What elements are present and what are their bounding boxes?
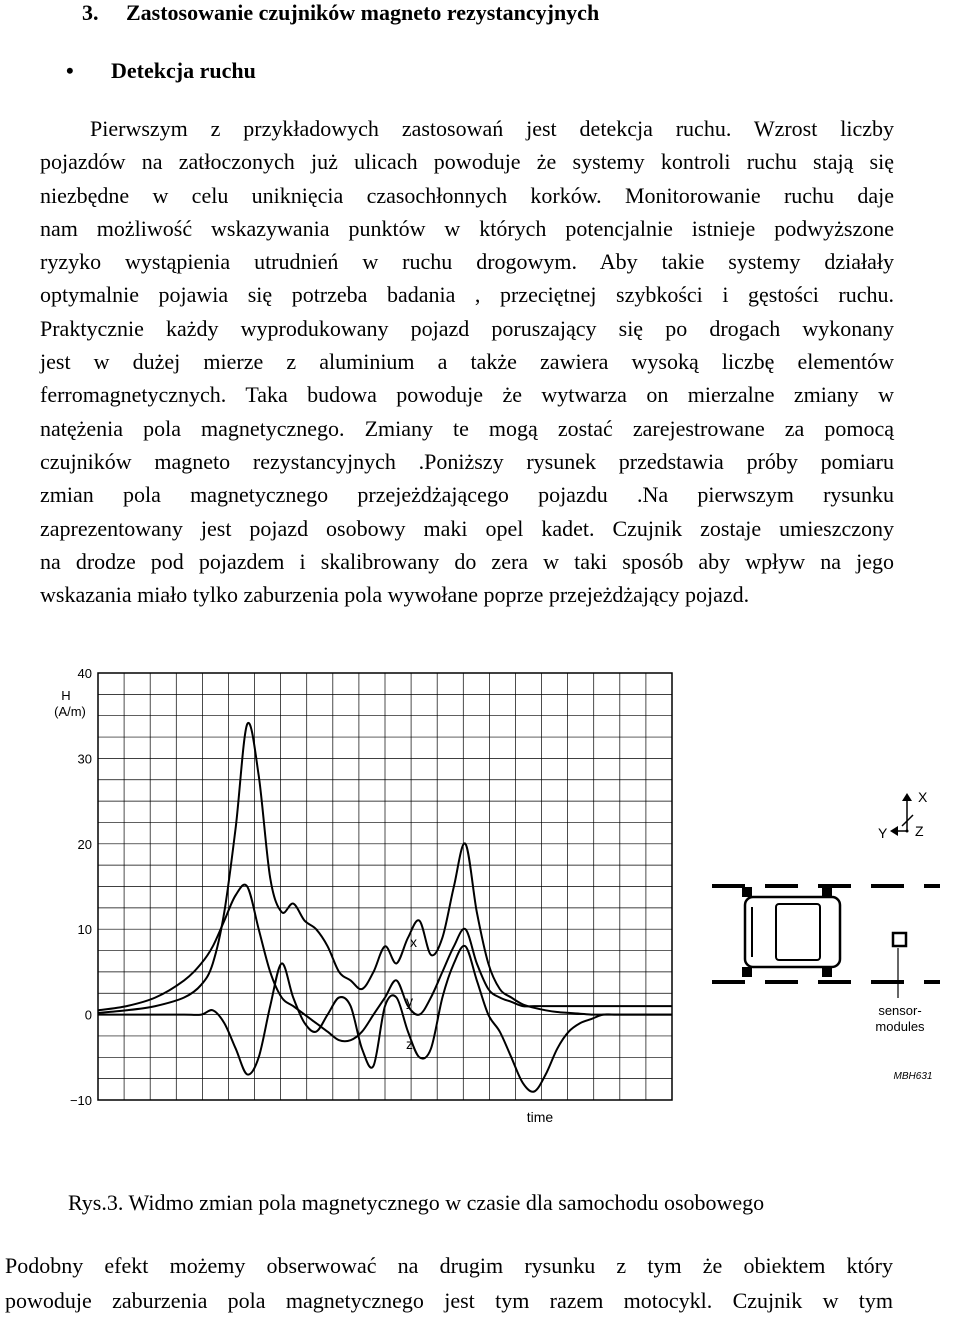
paragraph-line: zmian pola magnetycznego przejeżdżającego pojazdu .Na pierwszym rysunku bbox=[40, 482, 894, 508]
paragraph-line: niezbędne w celu uniknięcia czasochłonnych korków. Monitorowanie ruchu daje bbox=[40, 182, 894, 208]
magnetic-field-figure bbox=[40, 655, 940, 1130]
paragraph-line: powoduje zaburzenia pola magnetycznego jest tym razem motocykl. Czujnik w tym bbox=[5, 1288, 893, 1313]
sensor-label: sensor- bbox=[878, 1003, 922, 1018]
bullet-icon: • bbox=[66, 58, 74, 83]
curve-label-z: z bbox=[406, 1036, 413, 1052]
y-tick-label: 0 bbox=[84, 1007, 92, 1023]
section-title: Zastosowanie czujników magneto rezystancyjnych bbox=[126, 0, 600, 25]
figure-caption: Rys.3. Widmo zmian pola magnetycznego w czasie dla samochodu osobowego bbox=[68, 1190, 765, 1215]
paragraph-line: Pierwszym z przykładowych zastosowań jest detekcja ruchu. Wzrost liczby bbox=[90, 116, 894, 141]
chart-grid bbox=[98, 673, 672, 1100]
paragraph-line: jest w dużej mierze z aluminium a także zawiera wysoką liczbę elementów bbox=[40, 349, 894, 375]
y-tick-label: 10 bbox=[77, 922, 92, 938]
axis-y-label: Y bbox=[878, 825, 888, 841]
axis-z-label: Z bbox=[915, 823, 924, 839]
sensor-module-icon bbox=[893, 933, 906, 946]
paragraph-line: pojazdów na zatłoczonych już ulicach powoduje że systemy kontroli ruchu stają się bbox=[40, 149, 894, 175]
paragraph-line: Praktycznie każdy wyprodukowany pojazd poruszający się po drogach wykonany bbox=[40, 315, 894, 341]
paragraph-line: ryzyko wystąpienia utrudnień w ruchu drogowym. Aby takie systemy działały bbox=[40, 249, 894, 275]
road-illustration bbox=[712, 789, 940, 1082]
axes-icon bbox=[878, 789, 928, 841]
paragraph-line: ferromagnetycznych. Taka budowa powoduje że wytwarza on mierzalne zmiany w bbox=[40, 382, 894, 408]
curve-label-y: y bbox=[406, 993, 413, 1009]
y-tick-label: 40 bbox=[77, 666, 92, 681]
paragraph-line: nam możliwość wskazywania punktów w których potencjalnie istnieje podwyższone bbox=[40, 215, 894, 241]
car-icon bbox=[742, 887, 840, 977]
section-number: 3. bbox=[82, 0, 99, 25]
curve-label-x: x bbox=[410, 934, 417, 950]
paragraph-line: Podobny efekt możemy obserwować na drugim rysunku z tym że obiektem który bbox=[5, 1253, 893, 1278]
figure-code: MBH631 bbox=[893, 1071, 933, 1082]
paragraph-line: optymalnie pojawia się potrzeba badania , przeciętnej szybkości i gęstości ruchu. bbox=[40, 282, 894, 308]
axis-x-label: X bbox=[918, 789, 928, 805]
subsection-heading bbox=[66, 58, 256, 84]
x-axis-title: time bbox=[526, 1109, 554, 1125]
y-tick-label: 30 bbox=[77, 751, 92, 767]
paragraph-line: czujników magneto rezystancyjnych .Poniższy rysunek przedstawia próby pomiaru bbox=[40, 448, 894, 474]
y-axis-title-h: H bbox=[61, 688, 71, 703]
paragraph-line: na drodze pod pojazdem i skalibrowany do zera w taki sposób aby wpływ na jego bbox=[40, 548, 894, 574]
paragraph-line: natężenia pola magnetycznego. Zmiany te mogą zostać zarejestrowane za pomocą bbox=[40, 415, 894, 441]
y-tick-label: 20 bbox=[77, 836, 92, 852]
y-tick-label: −10 bbox=[69, 1093, 92, 1108]
y-axis-title-unit: (A/m) bbox=[54, 704, 86, 719]
magnetic-field-chart bbox=[40, 655, 940, 1130]
paragraph-line: zaprezentowany jest pojazd osobowy maki opel kadet. Czujnik zostaje umieszczony bbox=[40, 515, 894, 541]
sensor-label-cont: modules bbox=[875, 1019, 925, 1034]
paragraph-motorcycle bbox=[5, 1248, 893, 1318]
paragraph-line: wskazania miało tylko zaburzenia pola wywołane poprze przejeżdżający pojazd. bbox=[40, 582, 750, 608]
section-heading bbox=[82, 0, 599, 26]
subsection-title: Detekcja ruchu bbox=[111, 58, 256, 83]
y-axis-ticks bbox=[70, 666, 92, 1108]
paragraph-motion-detection bbox=[40, 112, 894, 611]
